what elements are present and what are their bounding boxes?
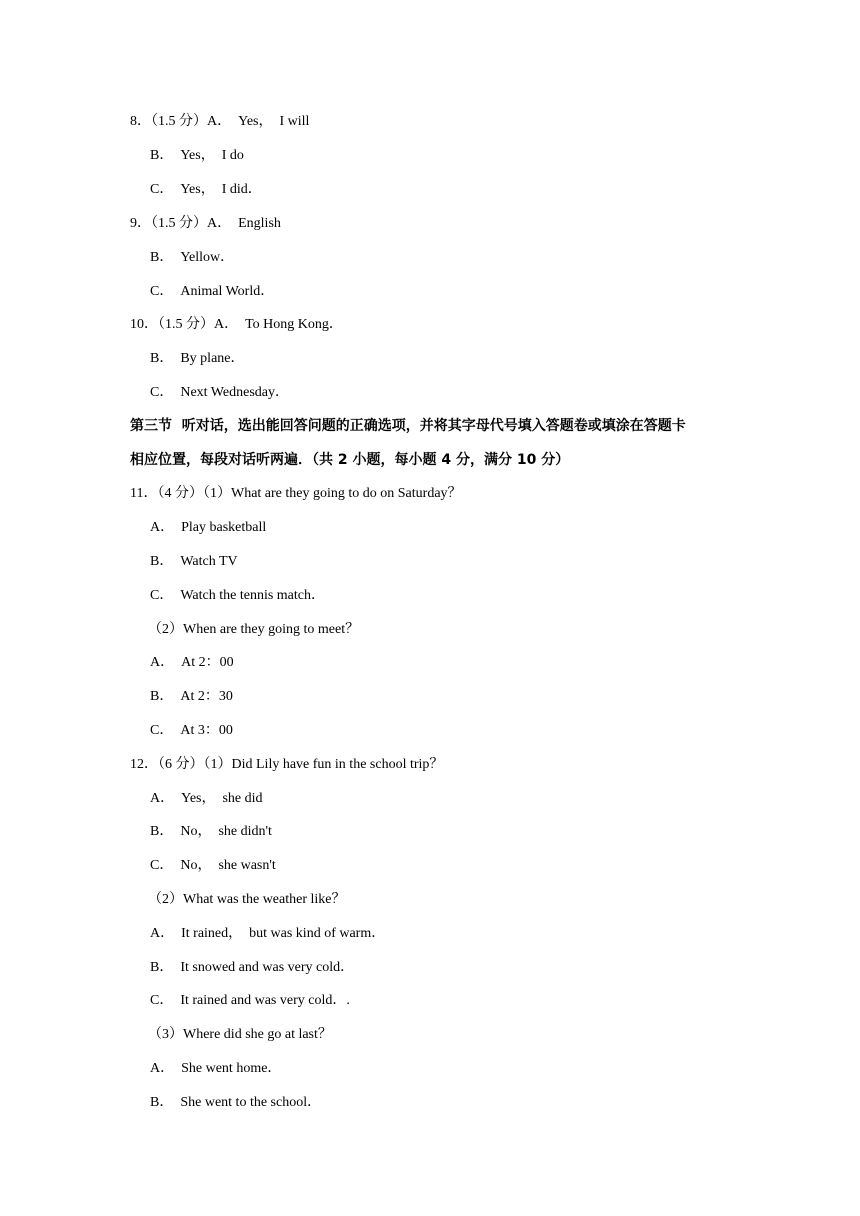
section-heading-line-1: 第三节 听对话，选出能回答问题的正确选项，并将其字母代号填入答题卷或填涂在答题卡 (130, 418, 686, 434)
question-11-2: （2）When are they going to meet？ (148, 622, 360, 637)
option-11-2-b: B． At 2：30 (150, 689, 233, 704)
option-12-1-a: A． Yes， she did (150, 791, 263, 806)
option-8-b: B． Yes， I do (150, 148, 244, 163)
question-8: 8．（1.5 分）A． Yes， I will (130, 114, 310, 129)
section-heading-line-2: 相应位置，每段对话听两遍．（共 2 小题，每小题 4 分，满分 10 分） (130, 452, 570, 468)
option-11-1-c: C． Watch the tennis match． (150, 588, 325, 603)
option-12-2-b: B． It snowed and was very cold． (150, 960, 355, 975)
option-10-c: C． Next Wednesday． (150, 385, 289, 400)
option-12-1-c: C． No， she wasn't (150, 858, 276, 873)
option-10-b: B． By plane． (150, 351, 245, 366)
option-12-3-b: B． She went to the school． (150, 1095, 322, 1110)
question-12-2: （2）What was the weather like？ (148, 892, 346, 907)
option-12-2-c: C． It rained and was very cold．. (150, 993, 350, 1008)
option-12-2-a: A． It rained， but was kind of warm． (150, 926, 386, 941)
option-11-1-a: A． Play basketball (150, 520, 267, 535)
question-12-1: 12．（6 分）（1）Did Lily have fun in the school trip？ (130, 757, 444, 772)
question-11-1: 11．（4 分）（1）What are they going to do on Saturday？ (130, 486, 462, 501)
option-9-b: B． Yellow． (150, 250, 235, 265)
question-10: 10．（1.5 分）A． To Hong Kong． (130, 317, 343, 332)
question-12-3: （3）Where did she go at last？ (148, 1027, 332, 1042)
option-11-1-b: B． Watch TV (150, 554, 238, 569)
option-11-2-c: C． At 3：00 (150, 723, 233, 738)
option-12-3-a: A． She went home． (150, 1061, 282, 1076)
question-9: 9．（1.5 分）A． English (130, 216, 281, 231)
option-8-c: C． Yes， I did． (150, 182, 262, 197)
option-9-c: C． Animal World． (150, 284, 275, 299)
option-11-2-a: A． At 2：00 (150, 655, 234, 670)
option-12-1-b: B． No， she didn't (150, 824, 272, 839)
